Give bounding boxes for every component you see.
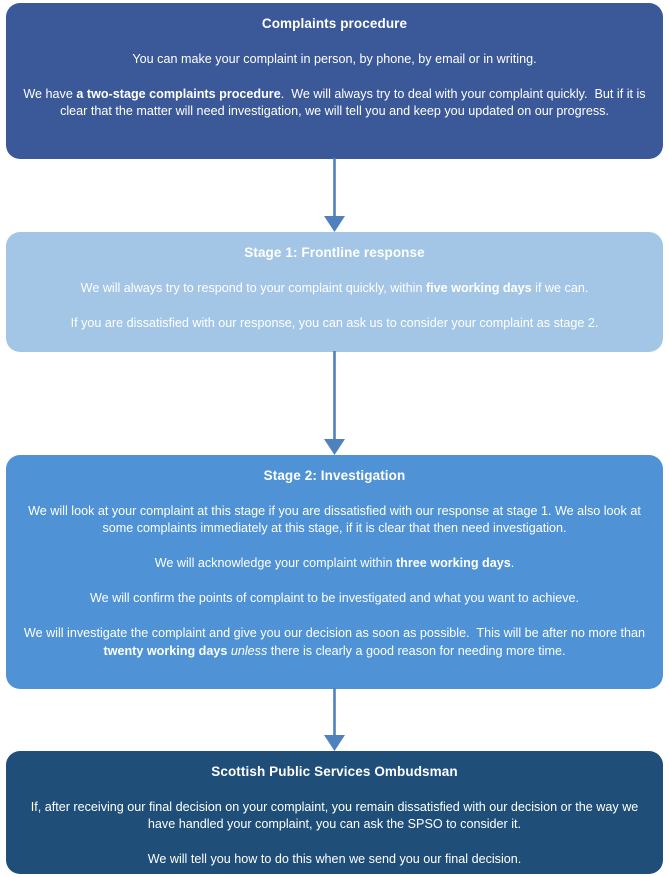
emphasis-three-working-days: three working days <box>395 556 511 570</box>
flow-paragraph-intro-2: We have a two-stage complaints procedure. We will always try to deal with your complaint quickly. But if it is clear that the matter will need investigation, we will tell you and keep you updated on our progress. <box>23 86 646 118</box>
flow-paragraph-stage2-3: We will confirm the points of complaint to be investigated and what you want to achieve. <box>89 591 580 605</box>
paragraph-spacer <box>16 297 653 315</box>
paragraph-spacer <box>16 485 653 503</box>
flow-paragraph-spso-1: If, after receiving our final decision on your complaint, you remain dissatisfied with our decision or the way we have handled your complaint, you can ask the SPSO to consider it. <box>30 799 639 831</box>
down-arrow-icon <box>0 351 669 457</box>
flow-box-title-spso: Scottish Public Services Ombudsman <box>211 764 458 779</box>
flow-box-body-stage-2 <box>16 485 653 660</box>
flow-box-stage-2 <box>6 455 663 689</box>
flow-paragraph-stage2-1: We will look at your complaint at this stage if you are dissatisfied with our response at stage 1. We also look at some complaints immediately at this stage, if it is clear that then need investigation. <box>28 503 641 535</box>
down-arrow-icon <box>0 688 669 753</box>
flow-box-complaints-procedure <box>6 3 663 159</box>
flow-box-title-stage-1: Stage 1: Frontline response <box>244 245 425 260</box>
paragraph-spacer <box>16 538 653 556</box>
paragraph-spacer <box>16 262 653 280</box>
flow-box-spso <box>6 751 663 874</box>
flow-box-body-spso <box>16 781 653 869</box>
flow-box-stage-1 <box>6 232 663 352</box>
paragraph-spacer <box>16 781 653 799</box>
flow-paragraph-stage1-1: We will always try to respond to your complaint quickly, within five working days if we can. <box>80 280 589 295</box>
flow-box-title-stage-2: Stage 2: Investigation <box>263 468 406 483</box>
paragraph-spacer <box>16 33 653 51</box>
flow-paragraph-stage1-2: If you are dissatisfied with our response, you can ask us to consider your complaint as stage 2. <box>70 315 599 330</box>
paragraph-spacer <box>16 573 653 591</box>
connector-arrow-stage1-to-stage2 <box>0 351 669 457</box>
flow-paragraph-stage2-4: We will investigate the complaint and give you our decision as soon as possible. This will be after no more than twenty working days unless there is clearly a good reason for needing more time. <box>23 626 646 658</box>
flow-box-body-complaints-procedure <box>16 33 653 121</box>
flow-paragraph-spso-2: We will tell you how to do this when we send you our final decision. <box>147 852 522 866</box>
flow-box-title-complaints-procedure: Complaints procedure <box>261 16 408 31</box>
flow-paragraph-stage2-2: We will acknowledge your complaint within three working days. <box>154 556 515 570</box>
emphasis-unless: unless <box>230 643 268 658</box>
emphasis-five-working-days: five working days <box>425 280 532 295</box>
flow-paragraph-intro-1: You can make your complaint in person, by phone, by email or in writing. <box>132 51 537 66</box>
connector-arrow-stage2-to-spso <box>0 688 669 753</box>
paragraph-spacer <box>16 834 653 852</box>
emphasis-two-stage-procedure: a two-stage complaints procedure <box>76 86 281 101</box>
emphasis-twenty-working-days: twenty working days <box>103 643 228 658</box>
flow-box-body-stage-1 <box>16 262 653 332</box>
down-arrow-icon <box>0 158 669 234</box>
connector-arrow-intro-to-stage1 <box>0 158 669 234</box>
paragraph-spacer <box>16 68 653 86</box>
paragraph-spacer <box>16 608 653 626</box>
